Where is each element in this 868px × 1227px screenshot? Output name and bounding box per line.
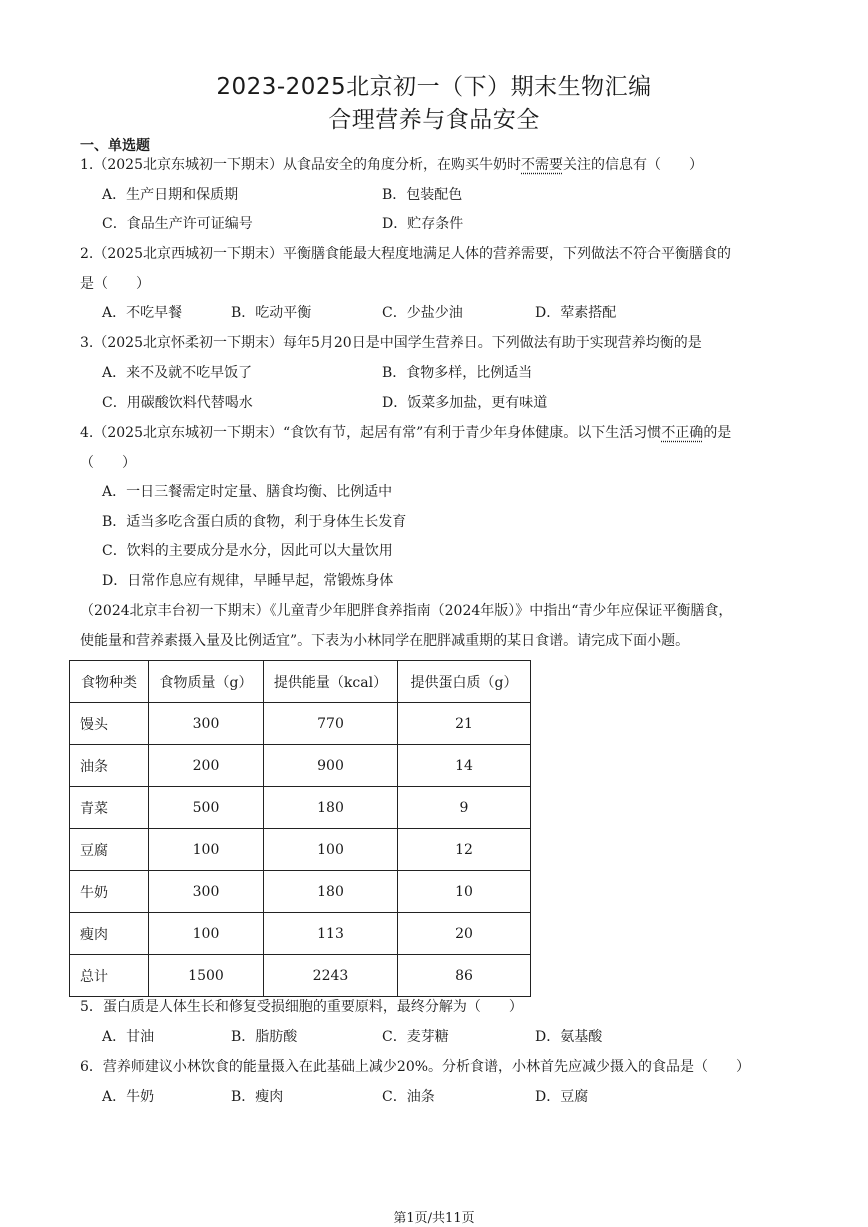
question-5-option-c: C．麦芽糖 [382, 1029, 449, 1045]
table-cell-mass: 1500 [149, 955, 264, 997]
table-row [70, 913, 531, 955]
question-4-option-a: A．一日三餐需定时定量、膳食均衡、比例适中 [102, 484, 393, 500]
question-3-option-a: A．来不及就不吃早饭了 [102, 365, 253, 381]
question-6-option-c: C．油条 [382, 1089, 435, 1105]
table-row [70, 787, 531, 829]
table-cell-energy: 180 [264, 787, 398, 829]
table-cell-food: 豆腐 [70, 829, 149, 871]
question-2-option-a: A．不吃早餐 [102, 305, 183, 321]
question-3-option-d: D．饭菜多加盐，更有味道 [382, 395, 548, 411]
question-2-stem: 2.（2025北京西城初一下期末）平衡膳食能最大程度地满足人体的营养需要，下列做法不符合平衡膳食的 [80, 246, 731, 262]
question-1-option-a: A．生产日期和保质期 [102, 187, 239, 203]
table-cell-energy: 900 [264, 745, 398, 787]
table-cell-protein: 12 [398, 829, 531, 871]
table-row [70, 829, 531, 871]
table-cell-mass: 500 [149, 787, 264, 829]
question-4-stem-continued: （ ） [80, 455, 136, 471]
table-cell-food: 馒头 [70, 703, 149, 745]
question-6-option-a: A．牛奶 [102, 1089, 155, 1105]
question-4-option-c: C．饮料的主要成分是水分，因此可以大量饮用 [102, 543, 393, 559]
question-5-stem: 5．蛋白质是人体生长和修复受损细胞的重要原料，最终分解为（ ） [80, 999, 523, 1015]
table-cell-mass: 100 [149, 829, 264, 871]
table-cell-mass: 300 [149, 703, 264, 745]
question-3-stem: 3.（2025北京怀柔初一下期末）每年5月20日是中国学生营养日。下列做法有助于实现营养均衡的是 [80, 335, 702, 351]
section-heading: 一、单选题 [80, 138, 150, 154]
table-header-cell: 提供蛋白质（g） [398, 661, 531, 703]
table-cell-food: 瘦肉 [70, 913, 149, 955]
question-1-stem [80, 155, 703, 175]
question-4-stem [80, 423, 731, 443]
question-4-stem-tail: 的是 [703, 425, 732, 441]
material-intro-line-1: （2024北京丰台初一下期末）《儿童青少年肥胖食养指南（2024年版）》中指出“青少年应保证平衡膳食， [80, 603, 733, 619]
question-1-stem-tail: 关注的信息有（ ） [563, 157, 703, 173]
question-4-option-b: B．适当多吃含蛋白质的食物，利于身体生长发育 [102, 514, 407, 530]
question-3-option-b: B．食物多样，比例适当 [382, 365, 533, 381]
document-title: 2023-2025北京初一（下）期末生物汇编 [216, 74, 652, 100]
question-4-option-d: D．日常作息应有规律，早睡早起，常锻炼身体 [102, 573, 394, 589]
question-1-stem-text: 1.（2025北京东城初一下期末）从食品安全的角度分析，在购买牛奶时 [80, 157, 521, 173]
table-cell-food: 青菜 [70, 787, 149, 829]
question-1-option-c: C．食品生产许可证编号 [102, 216, 253, 232]
question-1-option-b: B．包装配色 [382, 187, 463, 203]
table-cell-mass: 300 [149, 871, 264, 913]
table-cell-protein: 14 [398, 745, 531, 787]
table-header-row [70, 661, 531, 703]
table-cell-protein: 86 [398, 955, 531, 997]
table-cell-food: 油条 [70, 745, 149, 787]
diet-table [69, 660, 531, 997]
table-cell-protein: 9 [398, 787, 531, 829]
table-row [70, 745, 531, 787]
question-6-stem: 6．营养师建议小林饮食的能量摄入在此基础上减少20%。分析食谱，小林首先应减少摄入的食品是（ ） [80, 1059, 751, 1075]
table-total-row [70, 955, 531, 997]
question-1-emphasis: 不需要 [521, 157, 563, 173]
table-cell-protein: 20 [398, 913, 531, 955]
question-2-option-c: C．少盐少油 [382, 305, 463, 321]
table-cell-energy: 2243 [264, 955, 398, 997]
table-cell-energy: 100 [264, 829, 398, 871]
table-cell-energy: 770 [264, 703, 398, 745]
table-cell-energy: 180 [264, 871, 398, 913]
question-5-option-b: B．脂肪酸 [231, 1029, 298, 1045]
table-header-cell: 食物种类 [70, 661, 149, 703]
table-cell-protein: 21 [398, 703, 531, 745]
document-subtitle: 合理营养与食品安全 [328, 107, 540, 133]
table-cell-energy: 113 [264, 913, 398, 955]
table-header-cell: 提供能量（kcal） [264, 661, 398, 703]
table-cell-protein: 10 [398, 871, 531, 913]
question-4-stem-text: 4.（2025北京东城初一下期末）“食饮有节，起居有常”有利于青少年身体健康。以下生活习惯 [80, 425, 662, 441]
material-intro-line-2: 使能量和营养素摄入量及比例适宜”。下表为小林同学在肥胖减重期的某日食谱。请完成下面小题。 [80, 633, 690, 649]
question-2-option-b: B．吃动平衡 [231, 305, 312, 321]
question-6-option-b: B．瘦肉 [231, 1089, 284, 1105]
table-cell-mass: 100 [149, 913, 264, 955]
table-cell-mass: 200 [149, 745, 264, 787]
table-cell-food: 牛奶 [70, 871, 149, 913]
table-header-cell: 食物质量（g） [149, 661, 264, 703]
table-row [70, 871, 531, 913]
table-cell-food: 总计 [70, 955, 149, 997]
question-2-stem-continued: 是（ ） [80, 276, 150, 292]
page-number: 第1页/共11页 [393, 1211, 475, 1226]
question-4-emphasis: 不正确 [661, 425, 704, 441]
question-5-option-a: A．甘油 [102, 1029, 155, 1045]
question-3-option-c: C．用碳酸饮料代替喝水 [102, 395, 253, 411]
question-6-option-d: D．豆腐 [535, 1089, 589, 1105]
question-2-option-d: D．荤素搭配 [535, 305, 617, 321]
table-row [70, 703, 531, 745]
question-5-option-d: D．氨基酸 [535, 1029, 603, 1045]
question-1-option-d: D．贮存条件 [382, 216, 464, 232]
